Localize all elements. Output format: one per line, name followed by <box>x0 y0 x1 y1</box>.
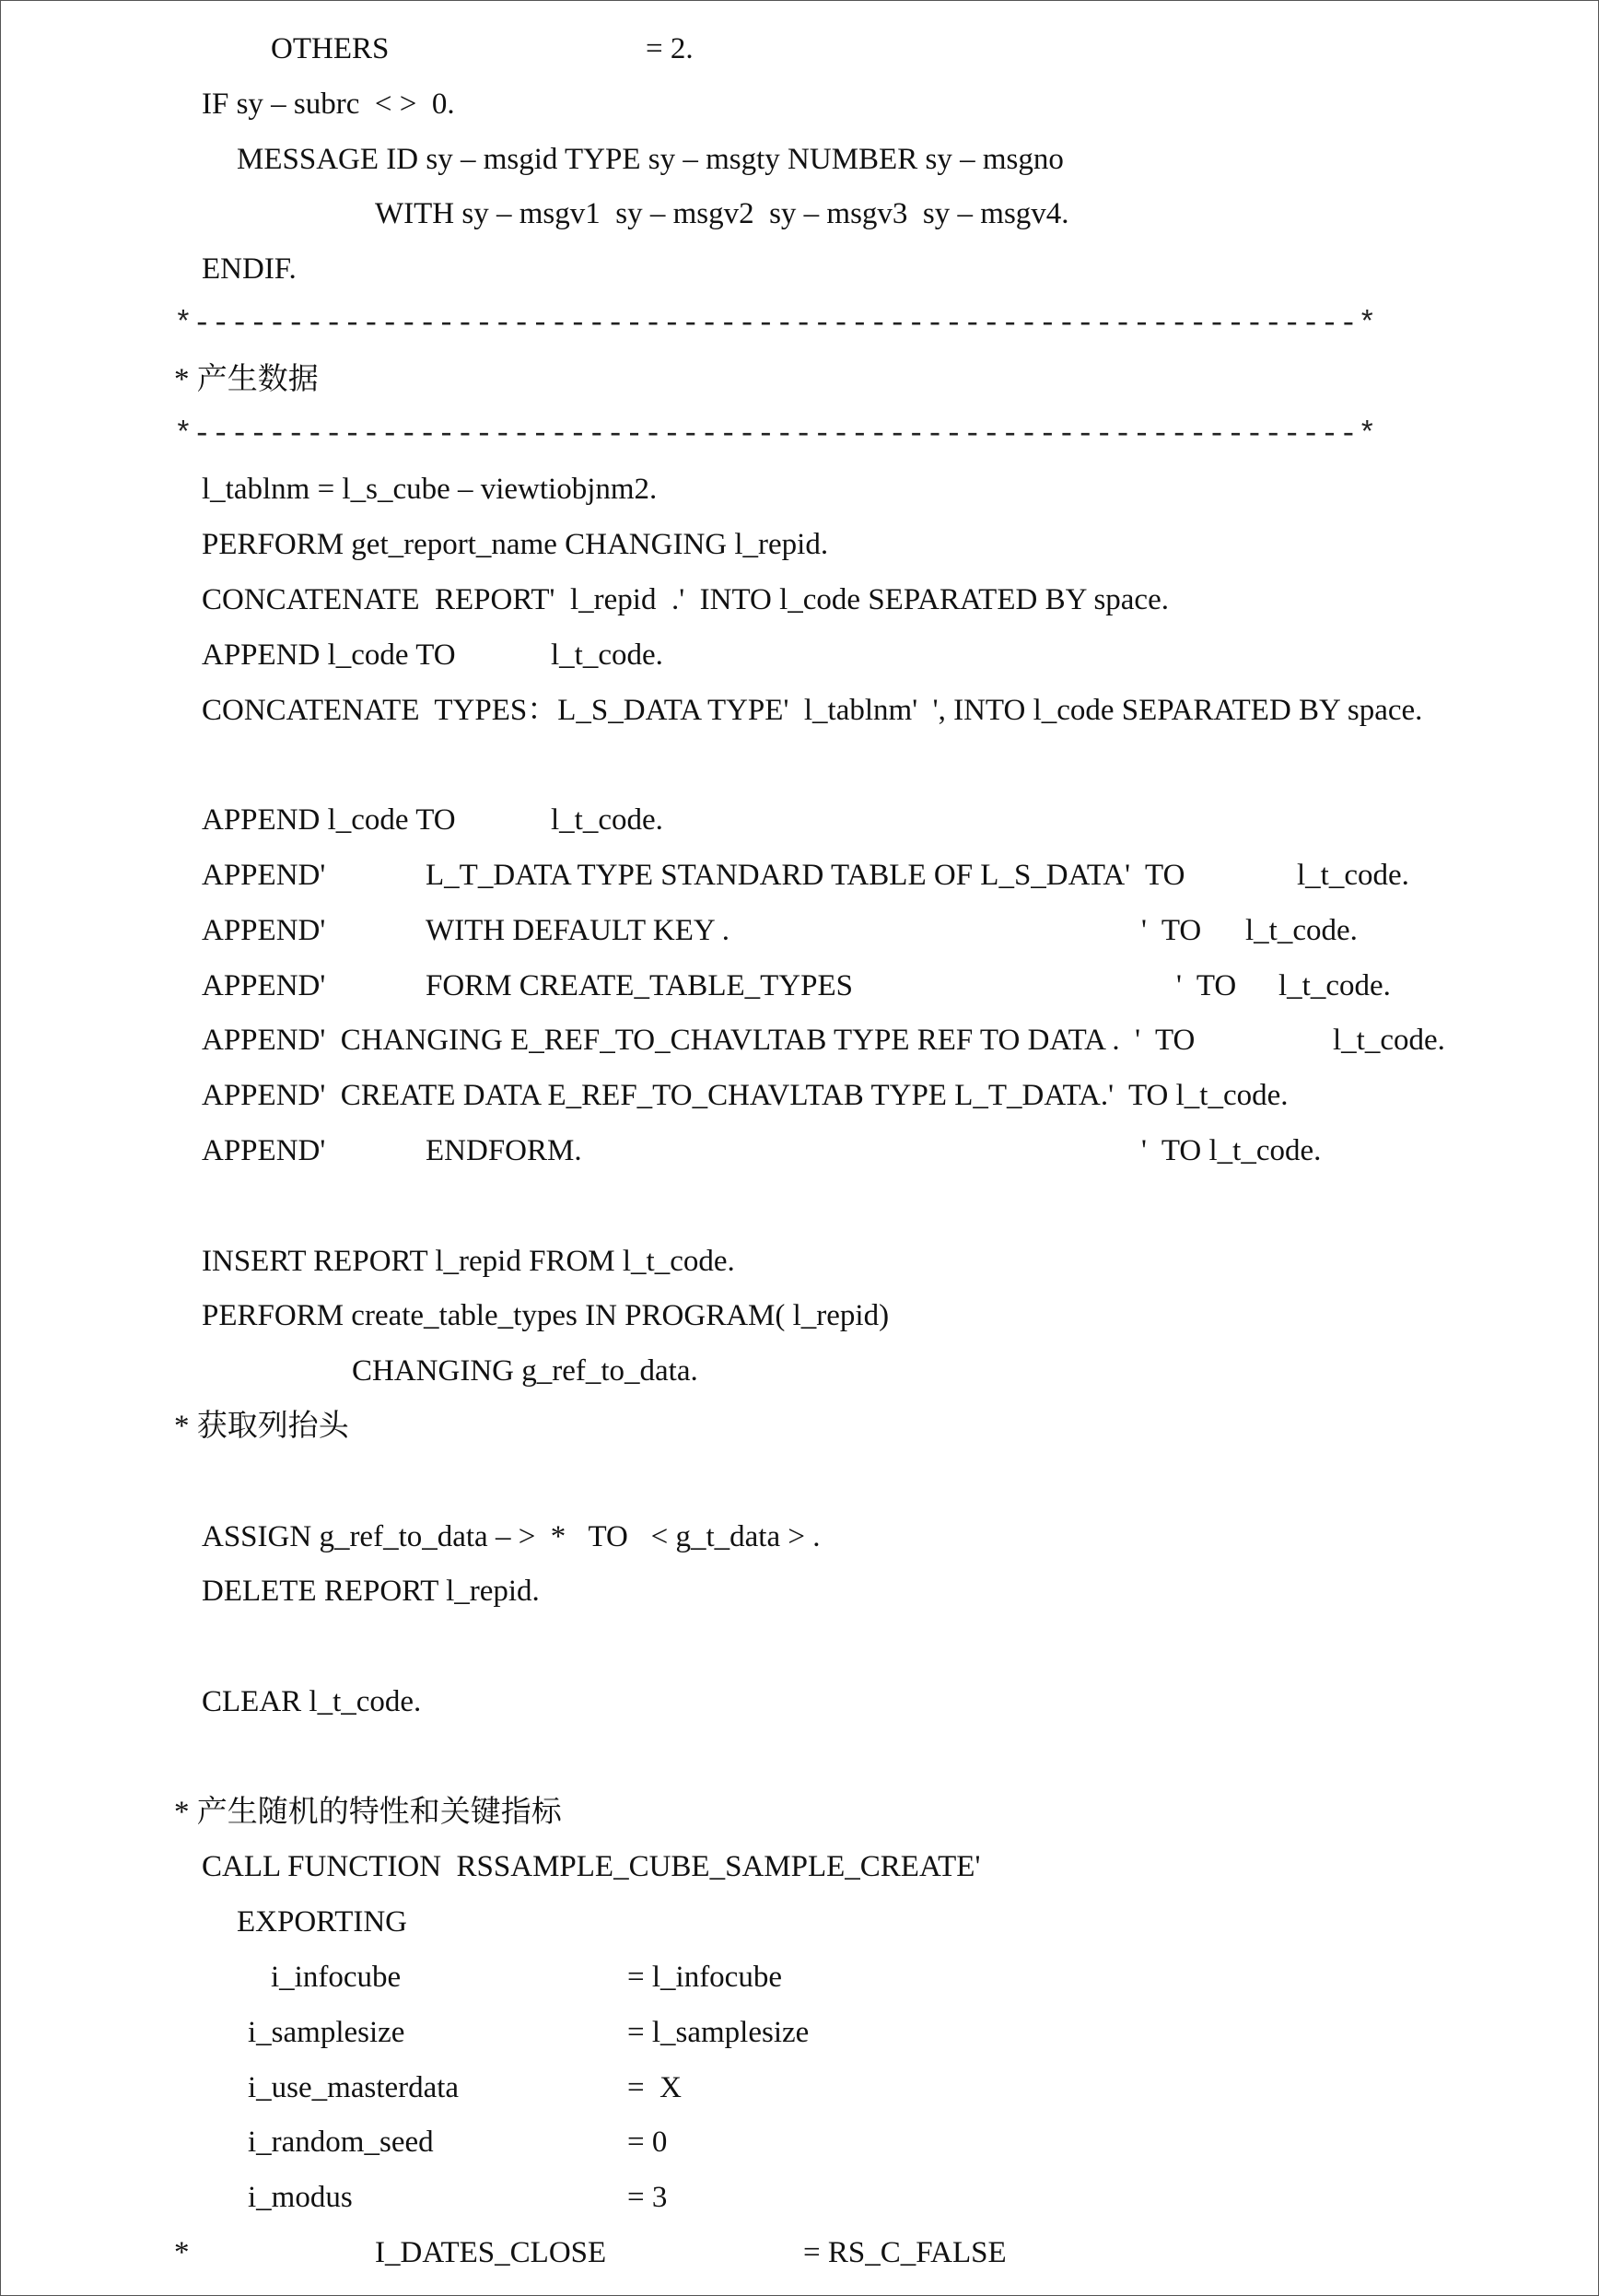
code-text: APPEND' <box>202 1134 326 1167</box>
blank-line <box>1 1178 1598 1234</box>
code-text: WITH sy – msgv1 sy – msgv2 sy – msgv3 sy – msgv4. <box>375 197 1069 230</box>
code-line <box>1 132 1598 187</box>
code-text: DELETE REPORT l_repid. <box>202 1575 540 1608</box>
code-line <box>1 462 1598 517</box>
code-text: CALL FUNCTION RSSAMPLE_CUBE_SAMPLE_CREATE' <box>202 1850 981 1883</box>
code-text: ' TO <box>1176 969 1237 1002</box>
code-line <box>1 2225 1598 2280</box>
code-text: l_t_code. <box>1297 859 1409 892</box>
code-line <box>1 241 1598 297</box>
code-text: ' TO <box>1141 914 1202 947</box>
code-line <box>1 1839 1598 1894</box>
code-text: l_t_code. <box>1333 1024 1445 1057</box>
code-line <box>1 958 1598 1013</box>
code-line <box>1 572 1598 627</box>
code-line <box>1 2060 1598 2115</box>
code-line <box>1 1950 1598 2005</box>
code-text: APPEND' CREATE DATA E_REF_TO_CHAVLTAB TYPE L_T_DATA.' TO l_t_code. <box>202 1079 1289 1112</box>
blank-line <box>1 1454 1598 1509</box>
code-text: PERFORM create_table_types IN PROGRAM( l_repid) <box>202 1299 890 1332</box>
code-text: = 2. <box>646 32 694 65</box>
code-text: CLEAR l_t_code. <box>202 1685 422 1718</box>
code-text: = 0 <box>627 2126 668 2159</box>
blank-line <box>1 737 1598 792</box>
code-text: CONCATENATE REPORT' l_repid .' INTO l_code SEPARATED BY space. <box>202 583 1169 616</box>
code-text: L_T_DATA TYPE STANDARD TABLE OF L_S_DATA' TO <box>426 859 1185 892</box>
code-line <box>1 903 1598 958</box>
code-text: WITH DEFAULT KEY . <box>426 914 729 947</box>
code-text: i_infocube <box>271 1961 402 1994</box>
code-text: ENDIF. <box>202 252 297 286</box>
code-text: l_tablnm = l_s_cube – viewtiobjnm2. <box>202 473 658 506</box>
code-text: l_t_code. <box>551 803 663 837</box>
code-text: APPEND l_code TO <box>202 803 456 837</box>
code-line <box>1 1399 1598 1454</box>
comment-rule: *--------------------------------------------------------------* <box>174 307 1377 341</box>
code-line <box>1 2114 1598 2170</box>
code-line <box>1 186 1598 241</box>
code-line <box>1 352 1598 407</box>
code-text: * 产生随机的特性和关键指标 <box>174 1796 562 1829</box>
code-line <box>1 1564 1598 1619</box>
code-text: APPEND' <box>202 914 326 947</box>
code-line <box>1 1785 1598 1840</box>
code-text: APPEND' CHANGING E_REF_TO_CHAVLTAB TYPE REF TO DATA . ' TO <box>202 1024 1196 1057</box>
code-text: i_use_masterdata <box>248 2071 460 2104</box>
code-text: INSERT REPORT l_repid FROM l_t_code. <box>202 1245 735 1278</box>
code-line <box>1 1894 1598 1950</box>
comment-rule: *--------------------------------------------------------------* <box>174 417 1377 451</box>
code-line <box>1 517 1598 572</box>
blank-line <box>1 1619 1598 1674</box>
code-text: = l_infocube <box>627 1961 782 1994</box>
code-text: EXPORTING <box>237 1905 408 1939</box>
code-text: ' TO l_t_code. <box>1141 1134 1322 1167</box>
code-text: PERFORM get_report_name CHANGING l_repid. <box>202 528 829 561</box>
code-text: * <box>174 2236 190 2269</box>
code-text: i_modus <box>248 2181 353 2214</box>
code-line <box>1 792 1598 848</box>
code-line <box>1 848 1598 903</box>
code-text: i_samplesize <box>248 2016 405 2049</box>
code-line <box>1 1509 1598 1564</box>
code-text: = 3 <box>627 2181 668 2214</box>
code-text: ASSIGN g_ref_to_data – > * TO < g_t_data > . <box>202 1520 821 1553</box>
code-line <box>1 683 1598 738</box>
code-text: * 获取列抬头 <box>174 1410 349 1443</box>
code-text: IF sy – subrc < > 0. <box>202 88 455 121</box>
code-line <box>1 76 1598 132</box>
code-text: APPEND' <box>202 859 326 892</box>
code-text: l_t_code. <box>1278 969 1391 1002</box>
code-text: i_random_seed <box>248 2126 434 2159</box>
code-text: l_t_code. <box>551 638 663 672</box>
code-text: OTHERS <box>271 32 390 65</box>
code-line <box>1 627 1598 683</box>
code-line <box>1 1123 1598 1178</box>
code-text: I_DATES_CLOSE <box>375 2236 607 2269</box>
code-text: = X <box>627 2071 682 2104</box>
code-line <box>1 1068 1598 1123</box>
code-text: = RS_C_FALSE <box>803 2236 1007 2269</box>
code-line <box>1 21 1598 76</box>
code-text: APPEND' <box>202 969 326 1002</box>
code-line <box>1 1343 1598 1399</box>
code-line <box>1 1234 1598 1289</box>
code-text: * 产生数据 <box>174 363 319 396</box>
code-line <box>1 2170 1598 2225</box>
code-text: FORM CREATE_TABLE_TYPES <box>426 969 853 1002</box>
code-text: APPEND l_code TO <box>202 638 456 672</box>
code-text: MESSAGE ID sy – msgid TYPE sy – msgty NUMBER sy – msgno <box>237 143 1064 176</box>
code-line <box>1 2005 1598 2060</box>
code-text: l_t_code. <box>1245 914 1358 947</box>
blank-line <box>1 1729 1598 1785</box>
code-line <box>1 1013 1598 1068</box>
code-text: CHANGING g_ref_to_data. <box>352 1354 698 1388</box>
code-text: = l_samplesize <box>627 2016 810 2049</box>
code-line <box>1 1288 1598 1343</box>
code-text: CONCATENATE TYPES：L_S_DATA TYPE' l_tablnm' ', INTO l_code SEPARATED BY space. <box>202 694 1423 727</box>
code-line <box>1 1674 1598 1729</box>
code-text: ENDFORM. <box>426 1134 582 1167</box>
